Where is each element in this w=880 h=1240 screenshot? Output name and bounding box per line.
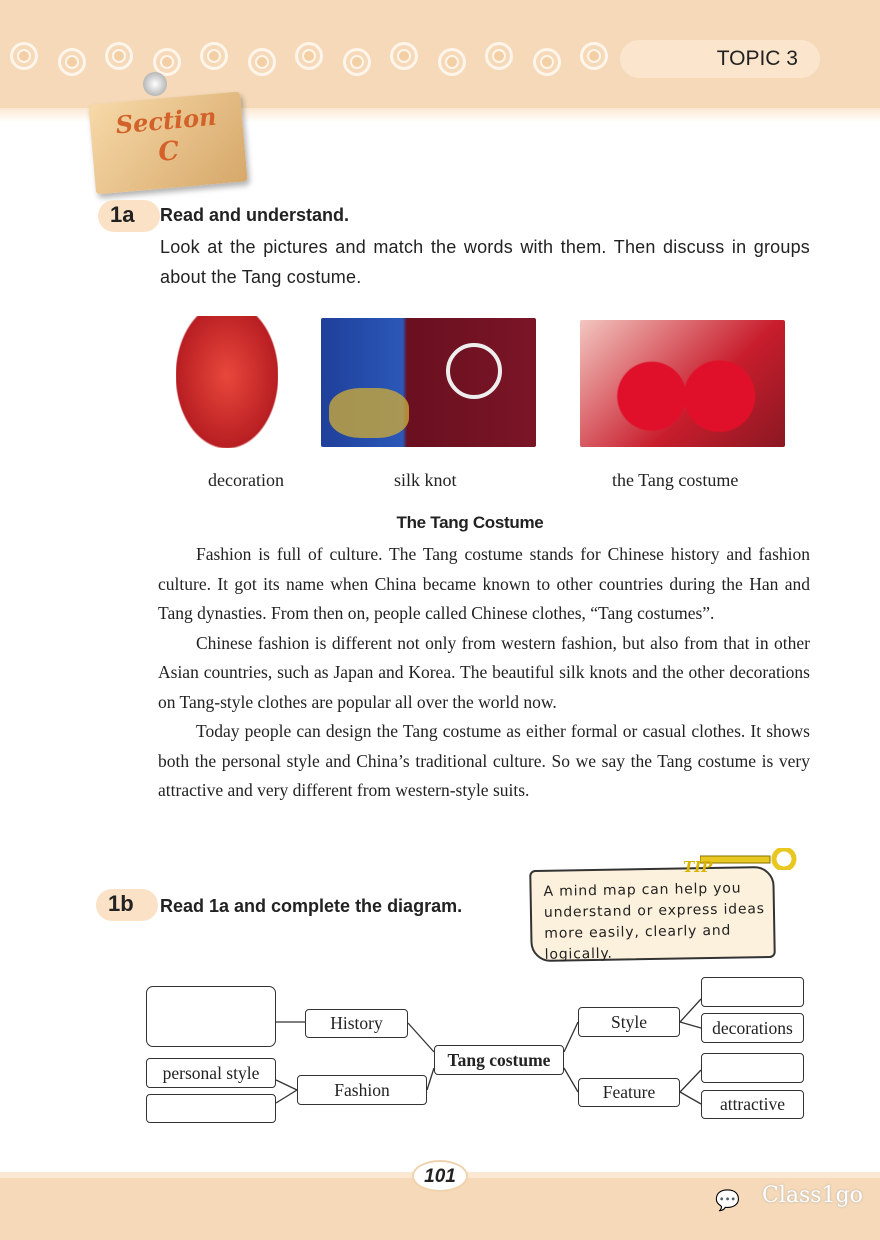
node-history: History bbox=[305, 1009, 408, 1038]
reading-title: The Tang Costume bbox=[396, 513, 544, 532]
history-blank-box[interactable] bbox=[146, 986, 276, 1047]
tip-label: TIP bbox=[683, 858, 713, 876]
activity-number-1b: 1b bbox=[96, 889, 158, 921]
activity-title-1b: Read 1a and complete the diagram. bbox=[160, 896, 463, 916]
node-fashion: Fashion bbox=[297, 1075, 427, 1105]
wechat-icon: 💬 bbox=[715, 1190, 740, 1212]
topic-label: TOPIC 3 bbox=[620, 40, 820, 78]
activity-title-1a: Read and understand. bbox=[160, 205, 350, 225]
watermark: Class1go bbox=[762, 1183, 863, 1208]
fashion-blank-box[interactable] bbox=[146, 1094, 276, 1123]
activity-instruction-1a: Look at the pictures and match the words with them. Then discuss in groups about the Tang costume. bbox=[160, 237, 810, 287]
node-attractive: attractive bbox=[701, 1090, 804, 1119]
section-word: Section bbox=[114, 101, 218, 140]
page-number: 101 bbox=[412, 1160, 468, 1192]
node-tang-costume: Tang costume bbox=[434, 1045, 564, 1075]
node-feature: Feature bbox=[578, 1078, 680, 1107]
tip-text: A mind map can help you understand or express ideas more easily, clearly and logically. bbox=[543, 880, 765, 963]
section-letter: C bbox=[157, 136, 181, 168]
caption-decoration: decoration bbox=[208, 470, 284, 490]
feature-blank-box[interactable] bbox=[701, 1053, 804, 1083]
style-blank-box[interactable] bbox=[701, 977, 804, 1007]
node-decorations: decorations bbox=[701, 1013, 804, 1043]
caption-silk-knot: silk knot bbox=[394, 470, 457, 490]
paragraph: Today people can design the Tang costume as either formal or casual clothes. It shows both the personal style and China’s traditional culture. So we say the Tang costume is very attractive and very different from western-style suits. bbox=[158, 721, 810, 800]
caption-tang-costume: the Tang costume bbox=[612, 470, 739, 490]
paragraph: Chinese fashion is different not only from western fashion, but also from that in other Asian countries, such as Japan and Korea. The beautiful silk knots and the other decorations on Tang-style clothes are popular all over the world now. bbox=[158, 632, 810, 712]
activity-number-1a: 1a bbox=[98, 200, 160, 232]
node-style: Style bbox=[578, 1007, 680, 1037]
paragraph: Fashion is full of culture. The Tang costume stands for Chinese history and fashion culture. It got its name when China became known to other countries during the Han and Tang dynasties. From then on, people called Chinese clothes, “Tang costumes”. bbox=[158, 544, 810, 623]
node-personal-style: personal style bbox=[146, 1058, 276, 1088]
